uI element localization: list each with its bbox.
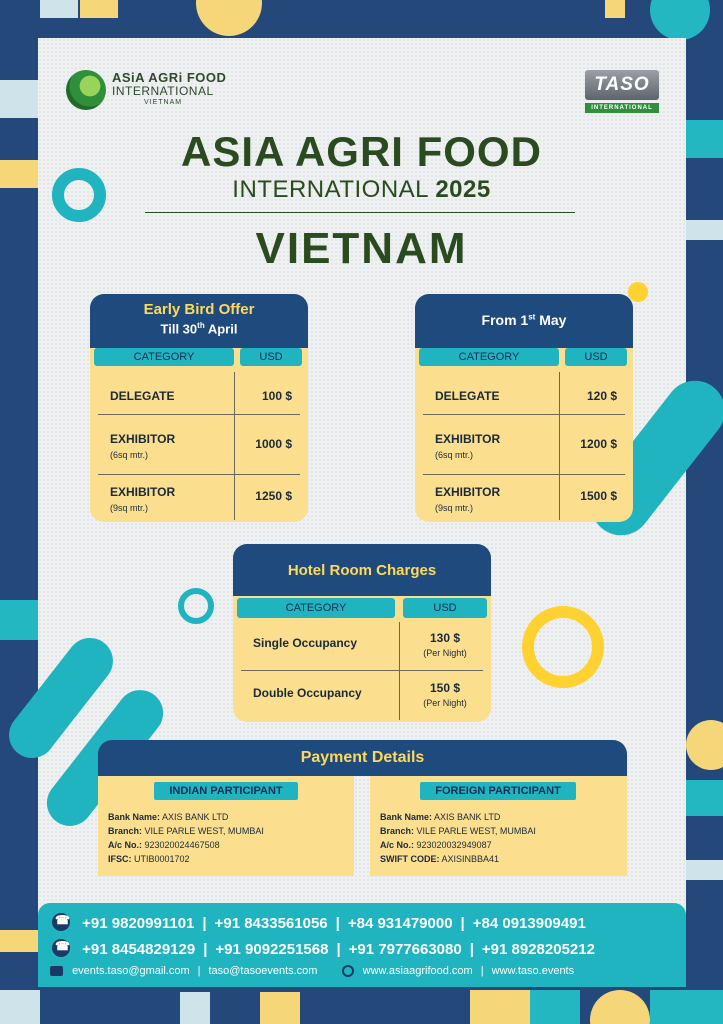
row-price: 1500 $	[580, 489, 617, 503]
event-title: ASIA AGRI FOOD	[181, 128, 542, 175]
globe-icon	[342, 965, 354, 977]
room-type: Double Occupancy	[253, 686, 362, 700]
email-link[interactable]: taso@tasoevents.com	[208, 965, 318, 977]
mail-icon	[50, 966, 63, 976]
early-bird-card	[90, 294, 308, 522]
website-link[interactable]: www.asiaagrifood.com	[362, 965, 473, 977]
decor-block	[0, 930, 38, 952]
phone-row	[52, 941, 595, 959]
hotel-heading: Hotel Room Charges	[287, 562, 437, 579]
row-label: EXHIBITOR	[435, 485, 501, 499]
globe-leaf-icon	[66, 70, 106, 110]
event-city: VIETNAM	[255, 224, 468, 273]
bank-detail-line: A/c No.: 923020024467508	[108, 840, 220, 850]
regular-price-heading: From 1st May	[481, 312, 567, 328]
column-header-usd: USD	[240, 348, 302, 366]
contact-bar	[38, 903, 686, 987]
decor-block	[605, 0, 625, 18]
row-divider	[98, 414, 300, 415]
row-price: 1250 $	[255, 489, 292, 503]
logo-text-line3: VIETNAM	[144, 99, 183, 106]
decor-block	[180, 992, 210, 1024]
decor-block	[686, 780, 723, 816]
phone-number[interactable]: +84 0913909491	[472, 915, 586, 932]
foreign-participant-title: FOREIGN PARTICIPANT	[420, 782, 576, 800]
taso-wordmark: TASO	[585, 70, 659, 100]
bank-detail-line: A/c No.: 923020032949087	[380, 840, 492, 850]
phone-row	[52, 915, 586, 933]
regular-price-card	[415, 294, 633, 522]
bank-detail-line: IFSC: UTIB0001702	[108, 854, 190, 864]
logo-text-line2: INTERNATIONAL	[112, 84, 214, 98]
event-subtitle	[0, 176, 723, 204]
decor-block	[530, 990, 580, 1024]
email-link[interactable]: events.taso@gmail.com	[72, 965, 190, 977]
column-header-category: CATEGORY	[94, 348, 234, 366]
decor-circle	[196, 0, 262, 36]
column-header-category: CATEGORY	[237, 598, 395, 618]
column-divider	[559, 372, 560, 520]
phone-number[interactable]: +91 9092251568	[215, 941, 329, 958]
email-web-row	[50, 965, 574, 977]
row-divider	[241, 670, 483, 671]
decor-circle	[590, 990, 650, 1024]
column-header-usd: USD	[403, 598, 487, 618]
row-label: DELEGATE	[110, 389, 175, 403]
phone-icon	[52, 913, 70, 931]
early-bird-deadline: Till 30th April	[160, 321, 238, 337]
bank-detail-line: Bank Name: AXIS BANK LTD	[108, 812, 229, 822]
indian-participant-title: INDIAN PARTICIPANT	[154, 782, 298, 800]
decor-stripes	[40, 0, 78, 18]
bank-detail-line: Bank Name: AXIS BANK LTD	[380, 812, 501, 822]
row-divider	[98, 474, 300, 475]
title-divider	[145, 212, 575, 213]
row-label: EXHIBITOR	[435, 432, 501, 446]
separator: |	[469, 941, 474, 958]
decor-block	[686, 860, 723, 880]
row-sublabel: (9sq mtr.)	[110, 503, 149, 513]
decor-block	[260, 992, 300, 1024]
subtitle-text: INTERNATIONAL	[232, 176, 429, 203]
indian-payment-card	[98, 776, 354, 876]
decor-ring	[178, 588, 214, 624]
decor-block	[650, 990, 723, 1024]
event-logo	[66, 70, 226, 114]
decor-block	[470, 990, 530, 1024]
decor-block	[0, 80, 38, 118]
column-divider	[234, 372, 235, 520]
separator: |	[480, 965, 484, 977]
decor-block	[0, 600, 38, 640]
taso-subtitle: INTERNATIONAL	[585, 103, 659, 113]
foreign-payment-card	[370, 776, 627, 876]
row-sublabel: (6sq mtr.)	[435, 450, 474, 460]
bank-detail-line: Branch: VILE PARLE WEST, MUMBAI	[108, 826, 264, 836]
decor-circle	[686, 720, 723, 770]
phone-number[interactable]: +91 8433561056	[214, 915, 328, 932]
row-label: EXHIBITOR	[110, 432, 176, 446]
column-header-usd: USD	[565, 348, 627, 366]
column-header-category: CATEGORY	[419, 348, 559, 366]
room-price-note: (Per Night)	[423, 648, 467, 658]
row-divider	[423, 474, 625, 475]
taso-logo	[585, 70, 659, 114]
column-divider	[399, 622, 400, 720]
separator: |	[197, 965, 201, 977]
early-bird-heading: Early Bird Offer	[143, 301, 255, 318]
room-price: 130 $	[429, 631, 461, 645]
phone-number[interactable]: +84 931479000	[347, 915, 453, 932]
phone-number[interactable]: +91 7977663080	[348, 941, 462, 958]
row-price: 1200 $	[580, 437, 617, 451]
hotel-charges-card	[233, 544, 491, 722]
event-year: 2025	[435, 176, 491, 203]
payment-heading: Payment Details	[98, 740, 627, 776]
bank-detail-line: Branch: VILE PARLE WEST, MUMBAI	[380, 826, 536, 836]
decor-block	[0, 990, 40, 1024]
decor-ring	[522, 606, 604, 688]
phone-number[interactable]: +91 8928205212	[481, 941, 595, 958]
hotel-header	[233, 544, 491, 596]
room-price: 150 $	[429, 681, 461, 695]
separator: |	[202, 915, 207, 932]
bank-detail-line: SWIFT CODE: AXISINBBA41	[380, 854, 500, 864]
separator: |	[336, 941, 341, 958]
decor-block	[80, 0, 118, 18]
phone-number[interactable]: +91 8454829129	[82, 941, 196, 958]
separator: |	[460, 915, 465, 932]
decor-circle	[650, 0, 710, 40]
logo-text-line1: ASiA AGRi FOOD	[112, 70, 227, 85]
row-label: DELEGATE	[435, 389, 500, 403]
website-link[interactable]: www.taso.events	[491, 965, 575, 977]
row-label: EXHIBITOR	[110, 485, 176, 499]
row-price: 1000 $	[255, 437, 292, 451]
row-price: 100 $	[261, 389, 292, 403]
separator: |	[203, 941, 208, 958]
phone-icon	[52, 939, 70, 957]
row-sublabel: (6sq mtr.)	[110, 450, 149, 460]
row-price: 120 $	[586, 389, 617, 403]
room-type: Single Occupancy	[253, 636, 358, 650]
room-price-note: (Per Night)	[423, 698, 467, 708]
separator: |	[335, 915, 340, 932]
early-bird-header	[90, 294, 308, 348]
phone-number[interactable]: +91 9820991101	[82, 915, 195, 932]
row-divider	[423, 414, 625, 415]
row-sublabel: (9sq mtr.)	[435, 503, 474, 513]
regular-price-header	[415, 294, 633, 348]
